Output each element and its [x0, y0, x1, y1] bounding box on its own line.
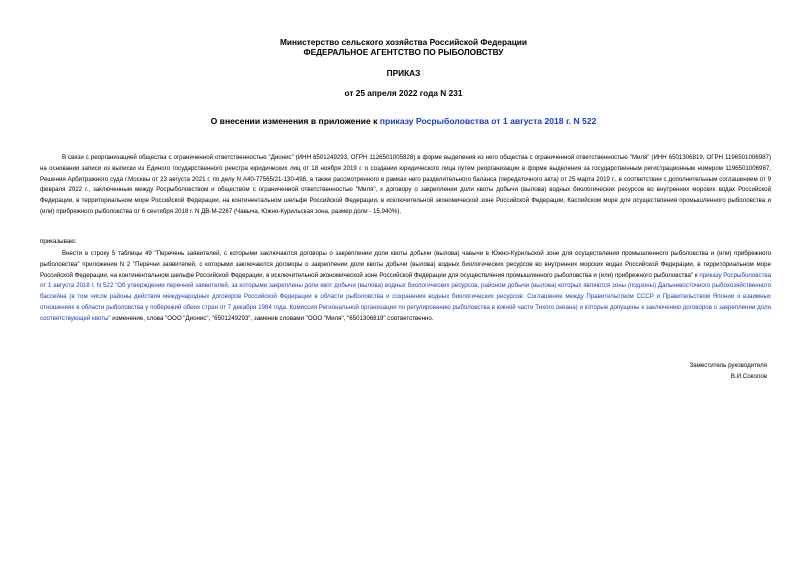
order-text-a: Внести в строку 5 таблицы 49 "Перечень заявителей, с которыми заключаются договоры о закреплении доли квоты добычи (вылова) чавычи в Южно-Курильской зоне для осуществления промышленного рыболовства и (или) прибрежного рыболовства" приложения N 2 "Перечни заявителей, с которыми заключаются договоры о закреплении доли квоты добычи (вылова) водных биологических ресурсов во внутренних морских водах Российской Федерации, в территориальном море Российской Федерации, на континентальном шельфе Российской Федерации, в исключительной экономической зоне Российской Федерации для осуществления промышленного рыболовства и (или) прибрежного рыболовства" к [40, 250, 771, 279]
order-text-b: изменение, слова "ООО "Дионис", "6501249293", заменив словами "ООО "Миля", "6501306819" соответственно. [110, 314, 434, 322]
signature-position: Заместитель руководителя [689, 362, 767, 369]
preamble-paragraph: В связи с реорганизацией общества с ограниченной ответственностью "Дионис" (ИНН 6501249293, ОГРН 1126501005828) в форме выделения из него общества с ограниченной ответственностью "Миля" (ИНН 6501306819, ОГРН 1196501006987) на основании записи из выписки из Единого государственного реестра юридических лиц от 18 ноября 2019 г. о создании юридического лица путем реорганизации в форме выделения за государственным регистрационным номером 1196501006987, Решения Арбитражного суда г.Москвы от 23 августа 2021 г. по делу N А40-77565/21-130-498, а также рассмотренного в рамках него разделительного баланса (передаточного акта) от 25 марта 2019 г., в соответствии с дополнительным соглашением от 9 февраля 2022 г., заключенным между Росрыболовством и обществом с ограниченной ответственностью "Миля", к договору о закреплении доли квоты добычи (вылова) водных биологических ресурсов во внутренних морских водах Российской Федерации, в территориальном море Российской Федерации, на континентальном шельфе Российской Федерации, в исключительной экономической зоне Российской Федерации, Каспийском море для осуществления промышленного рыболовства и (или) прибрежного рыболовства от 6 сентября 2018 г. N ДВ-М-2267 (Чавыча, Южно-Курильская зона, размер доли - 15,940%), [40, 154, 771, 215]
order-word: приказываю: [40, 238, 77, 245]
agency-name: ФЕДЕРАЛЬНОЕ АГЕНТСТВО ПО РЫБОЛОВСТВУ [303, 47, 504, 57]
ministry-name: Министерство сельского хозяйства Российской Федерации [280, 37, 527, 47]
document-title [0, 116, 807, 127]
title-text: О внесении изменения в приложение к [210, 116, 380, 126]
document-date-number: от 25 апреля 2022 года N 231 [344, 88, 463, 98]
document-type: ПРИКАЗ [386, 68, 421, 78]
title-link[interactable]: приказу Росрыболовства от 1 августа 2018 г. N 522 [379, 116, 597, 126]
signature-name: В.И.Соколов [730, 373, 767, 380]
order-paragraph [40, 249, 771, 325]
order-order-link[interactable]: приказу Росрыболовства от 1 августа 2018 г. N 522 "Об утверждении перечней заявителей, за которыми закреплены доли квот добычи (вылова) водных биологических ресурсов, районом добычи (вылова) которых являются зоны (подзоны) Дальневосточного рыбохозяйственного бассейна (в том числе районы действия международных договоров Российской Федерации в области рыболовства и сохранения водных биологических ресурсов: Соглашение между Правительством СССР и Правительством Японии о взаимных отношениях в области рыболовства у побережий обеих стран от 7 декабря 1984 года, Комиссия Региональной организации по регулированию рыболовства в южной части Тихого океана) и которые допущены к заключению договоров о закреплении доли соответствующей квоты" [40, 271, 771, 322]
